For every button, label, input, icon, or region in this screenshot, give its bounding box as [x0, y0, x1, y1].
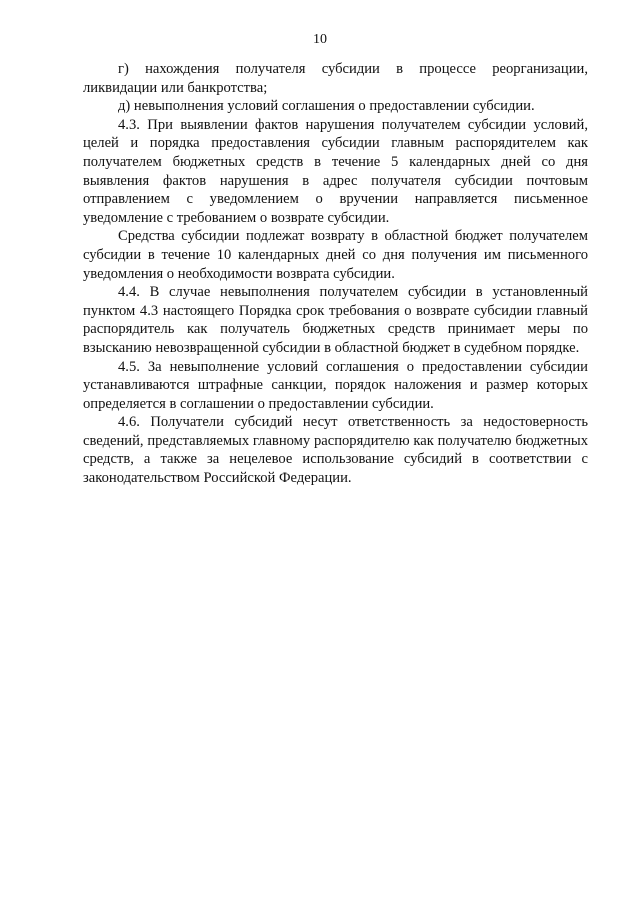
paragraph-4-6: 4.6. Получатели субсидий несут ответственность за недостоверность сведений, представляемых главному распорядителю как получателю бюджетных средств, а также за нецелевое использование субсидий в соответствии с законодательством Российской Федерации.	[83, 414, 588, 487]
document-body	[83, 60, 588, 488]
paragraph-4-5: 4.5. За невыполнение условий соглашения о предоставлении субсидии устанавливаются штрафные санкции, порядок наложения и размер которых определяется в соглашении о предоставлении субсидии.	[83, 358, 588, 412]
paragraph-4-4: 4.4. В случае невыполнения получателем субсидии в установленный пунктом 4.3 настоящего Порядка срок требования о возврате субсидии главный распорядитель как получатель бюджетных средств принимает меры по взысканию невозвращенной субсидии в областной бюджет в судебном порядке.	[83, 284, 588, 356]
page-number: 10	[313, 32, 327, 47]
paragraph-4-3: 4.3. При выявлении фактов нарушения получателем субсидии условий, целей и порядка предоставления субсидии главным распорядителем как получателем бюджетных средств в течение 5 календарных дней со дня выявления фактов нарушения в адрес получателя субсидии почтовым отправлением с уведомлением о вручении направляется письменное уведомление с требованием о возврате субсидии.	[83, 116, 588, 226]
paragraph-subitem-g: г) нахождения получателя субсидии в процессе реорганизации, ликвидации или банкротства;	[83, 61, 588, 96]
paragraph-subitem-d: д) невыполнения условий соглашения о предоставлении субсидии.	[118, 98, 535, 115]
paragraph-refund-terms: Средства субсидии подлежат возврату в областной бюджет получателем субсидии в течение 10 календарных дней со дня получения им письменного уведомления о необходимости возврата субсидии.	[83, 228, 588, 282]
